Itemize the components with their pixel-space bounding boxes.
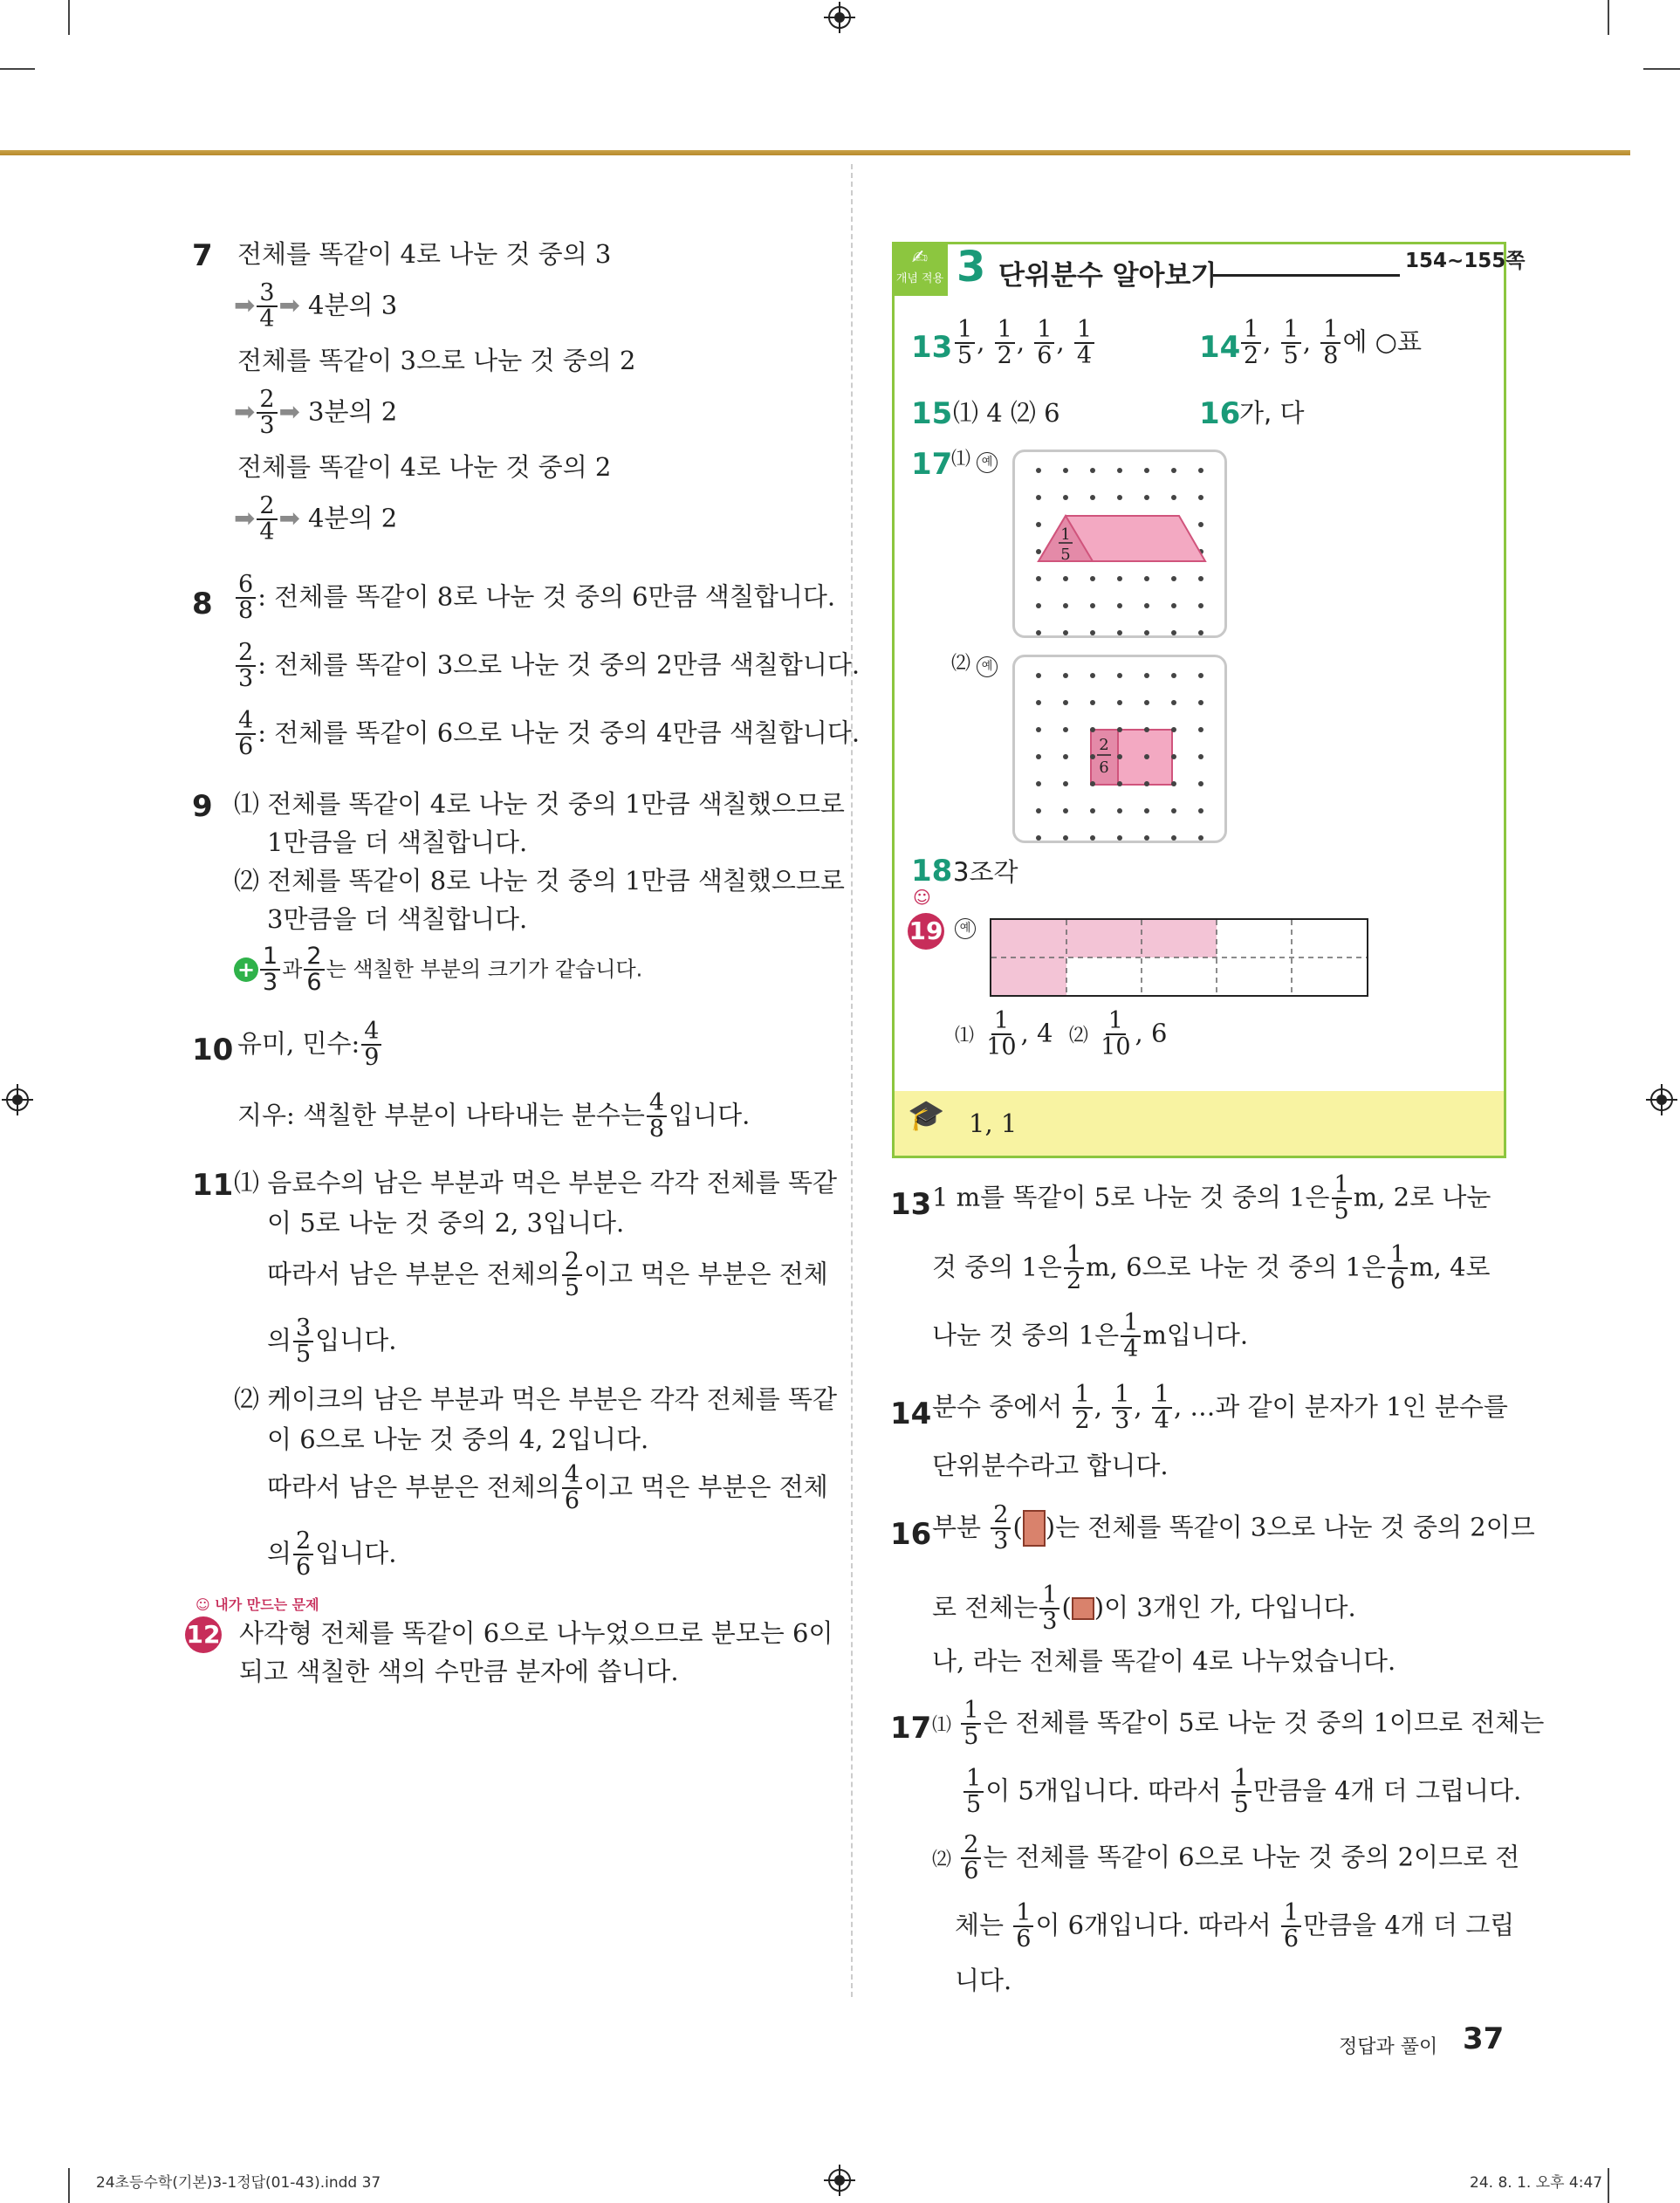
q10-line: 지우: 색칠한 부분이 나타내는 분수는 $\frac{4}{8}$ 입니다. xyxy=(237,1089,751,1143)
crop-mark xyxy=(1608,0,1609,35)
q12-line: 사각형 전체를 똑같이 6으로 나누었으므로 분모는 6이 xyxy=(239,1618,833,1648)
grid-dot xyxy=(1144,495,1149,500)
thinking-character-icon: 🎓 xyxy=(908,1098,945,1133)
r-q17-line: ⑴ $\frac{1}{5}$ 은 전체를 똑같이 5로 나눈 것 중의 1이므로 전체는 xyxy=(932,1697,1545,1751)
grid-dot xyxy=(1144,576,1149,581)
grid-dot xyxy=(1198,630,1203,635)
q16-answer: 가, 다 xyxy=(1239,398,1305,428)
grid-dot xyxy=(1063,808,1068,813)
grid-dot xyxy=(1198,495,1203,500)
grid-dot xyxy=(1063,495,1068,500)
svg-text:5: 5 xyxy=(1060,546,1071,564)
grid-dot xyxy=(1198,603,1203,608)
grid-dot xyxy=(1171,495,1176,500)
r-q17-line: 체는 $\frac{1}{6}$ 이 6개입니다. 따라서 $\frac{1}{6}$ 만큼을 4개 더 그립 xyxy=(955,1899,1515,1953)
q17-number: 17 xyxy=(911,447,953,482)
q15-number: 15 xyxy=(911,396,953,431)
q13-number: 13 xyxy=(911,330,953,365)
svg-text:2: 2 xyxy=(1099,736,1109,754)
q11-line: ⑴ 음료수의 남은 부분과 먹은 부분은 각각 전체를 똑같 xyxy=(234,1168,838,1198)
grid-dot xyxy=(1036,630,1041,635)
grid-dot xyxy=(1036,835,1041,841)
r-q17-line: $\frac{1}{5}$ 이 5개입니다. 따라서 $\frac{1}{5}$ 만큼을 4개 더 그립니다. xyxy=(962,1767,1521,1818)
r-q16-number: 16 xyxy=(890,1517,932,1552)
file-info: 24초등수학(기본)3-1정답(01-43).indd 37 xyxy=(96,2174,381,2192)
q8-number: 8 xyxy=(192,587,213,621)
r-q14-number: 14 xyxy=(890,1397,932,1431)
grid-dot xyxy=(1171,727,1176,732)
grid-dot xyxy=(1171,700,1176,705)
grid-dot xyxy=(1144,468,1149,473)
grid-dot xyxy=(1117,576,1122,581)
dot-grid-drawing xyxy=(1015,452,1224,635)
svg-text:1: 1 xyxy=(1060,525,1071,544)
grid-dot xyxy=(1117,727,1122,732)
grid-dot xyxy=(1198,754,1203,759)
q11-line: ⑵ 케이크의 남은 부분과 먹은 부분은 각각 전체를 똑같 xyxy=(234,1384,838,1414)
grid-dot xyxy=(1090,835,1095,841)
footer-label: 정답과 풀이 xyxy=(1339,2036,1438,2058)
section-title: 단위분수 알아보기 xyxy=(998,260,1217,292)
q19-number: 19 xyxy=(908,913,944,950)
grid-dot xyxy=(1171,754,1176,759)
grid-dot xyxy=(1036,673,1041,678)
grid-dot xyxy=(1063,835,1068,841)
grid-dot xyxy=(1090,781,1095,786)
grid-dot xyxy=(1036,700,1041,705)
q11-line: 이 5로 나눈 것 중의 2, 3입니다. xyxy=(267,1208,625,1238)
grid-dot xyxy=(1090,468,1095,473)
shape-icon xyxy=(1023,1510,1046,1547)
grid-dot xyxy=(1171,468,1176,473)
grid-dot xyxy=(1036,781,1041,786)
grid-dot xyxy=(1144,673,1149,678)
r-q17-line: ⑵ $\frac{2}{6}$ 는 전체를 똑같이 6으로 나눈 것 중의 2이므로 전 xyxy=(932,1831,1520,1885)
r-q17-line: 니다. xyxy=(955,1966,1012,1995)
grid-dot xyxy=(1198,835,1203,841)
q9-line: 1만큼을 더 색칠합니다. xyxy=(267,827,528,857)
q7-arrow-line: ➡ $\frac{2}{3}$ ➡ 3분의 2 xyxy=(234,386,398,440)
smile-icon: ☺ xyxy=(913,887,931,908)
crop-mark xyxy=(1643,68,1680,70)
r-q17-number: 17 xyxy=(890,1711,932,1746)
pencil-icon: ✍ xyxy=(911,247,929,269)
grid-dot xyxy=(1171,673,1176,678)
grid-dot xyxy=(1063,781,1068,786)
grid-dot xyxy=(1063,754,1068,759)
grid-dot xyxy=(1171,781,1176,786)
svg-text:6: 6 xyxy=(1099,758,1109,777)
section-tag: ✍ 개념 적용 xyxy=(892,242,948,296)
q12-line: 되고 색칠한 색의 수만큼 분자에 씁니다. xyxy=(239,1657,679,1686)
grid-dot xyxy=(1198,808,1203,813)
dot-grid-2 xyxy=(1012,655,1227,843)
grid-dot xyxy=(1198,781,1203,786)
crop-mark xyxy=(1608,2168,1609,2203)
grid-dot xyxy=(1063,727,1068,732)
q9-line: ⑴ 전체를 똑같이 4로 나눈 것 중의 1만큼 색칠했으므로 xyxy=(234,789,845,819)
print-date: 24. 8. 1. 오후 4:47 xyxy=(1470,2174,1603,2192)
r-q13-number: 13 xyxy=(890,1187,932,1222)
grid-dot xyxy=(1036,754,1041,759)
q11-line: 의 $\frac{2}{6}$ 입니다. xyxy=(267,1527,397,1582)
grid-dot xyxy=(1171,808,1176,813)
grid-dot xyxy=(1117,603,1122,608)
r-q13-line: 1 m를 똑같이 5로 나눈 것 중의 1은 $\frac{1}{5}$ m, 2로 나눈 xyxy=(932,1171,1491,1225)
q11-number: 11 xyxy=(192,1168,234,1203)
grid-dot xyxy=(1171,603,1176,608)
q15-answer: ⑴ 4 ⑵ 6 xyxy=(953,398,1060,428)
r-q13-line: 것 중의 1은 $\frac{1}{2}$ m, 6으로 나눈 것 중의 1은 $\frac{1}{6}$ m, 4로 xyxy=(932,1241,1491,1295)
q8-line: $\frac{4}{6}$ : 전체를 똑같이 6으로 나눈 것 중의 4만큼 색칠합니다. xyxy=(234,709,860,760)
grid-dot xyxy=(1171,576,1176,581)
q7-arrow-line: ➡ $\frac{3}{4}$ ➡ 4분의 3 xyxy=(234,279,398,333)
grid-dot xyxy=(1117,700,1122,705)
grid-dot xyxy=(1198,576,1203,581)
grid-dot xyxy=(1063,576,1068,581)
grid-dot xyxy=(1036,549,1041,554)
grid-dot xyxy=(1144,603,1149,608)
q7-line: 전체를 똑같이 4로 나눈 것 중의 3 xyxy=(237,239,612,269)
grid-dot xyxy=(1090,727,1095,732)
grid-dot xyxy=(1036,808,1041,813)
grid-dot xyxy=(1036,495,1041,500)
grid-dot xyxy=(1117,468,1122,473)
q18-number: 18 xyxy=(911,854,953,889)
q10-number: 10 xyxy=(192,1033,234,1067)
grid-dot xyxy=(1117,808,1122,813)
grid-dot xyxy=(1171,835,1176,841)
q9-number: 9 xyxy=(192,789,213,824)
registration-mark-icon xyxy=(824,2165,855,2196)
grid-dot xyxy=(1117,673,1122,678)
grid-dot xyxy=(1198,468,1203,473)
dot-grid-1 xyxy=(1012,450,1227,638)
grid-dot xyxy=(1117,630,1122,635)
q19-answers: ⑴ $\frac{1}{10}$ , 4 ⑵ $\frac{1}{10}$ , 6 xyxy=(955,1007,1168,1061)
grid-dot xyxy=(1063,700,1068,705)
q17-part2: ⑵ 예 xyxy=(951,653,998,677)
q8-line: $\frac{2}{3}$ : 전체를 똑같이 3으로 나눈 것 중의 2만큼 색칠합니다. xyxy=(234,641,860,692)
header-rule xyxy=(0,150,1630,155)
q10-line: 유미, 민수: $\frac{4}{9}$ xyxy=(237,1019,383,1071)
dot-grid-drawing xyxy=(1015,657,1224,841)
section-rule xyxy=(1213,274,1400,277)
grid-dot xyxy=(1198,700,1203,705)
grid-dot xyxy=(1144,700,1149,705)
q11-line: 이 6으로 나눈 것 중의 4, 2입니다. xyxy=(267,1424,649,1454)
grid-dot xyxy=(1144,754,1149,759)
grid-dot xyxy=(1090,754,1095,759)
grid-dot xyxy=(1144,808,1149,813)
section-number: 3 xyxy=(957,243,986,292)
grid-dot xyxy=(1063,468,1068,473)
grid-dot xyxy=(1090,603,1095,608)
example-mark: 예 xyxy=(955,918,976,939)
grid-dot xyxy=(1063,603,1068,608)
q7-line: 전체를 똑같이 3으로 나눈 것 중의 2 xyxy=(237,346,636,375)
grid-dot xyxy=(1063,673,1068,678)
r-q16-line: 부분 $\frac{2}{3}$ ( )는 전체를 똑같이 3으로 나눈 것 중의 2이므 xyxy=(932,1501,1535,1555)
column-divider xyxy=(851,164,853,1997)
q19-strip xyxy=(990,918,1368,997)
q14-answer: $\frac{1}{2}$ , $\frac{1}{5}$ , $\frac{1}{8}$ 에 ○표 xyxy=(1239,318,1422,369)
r-q14-line: 단위분수라고 합니다. xyxy=(932,1451,1169,1480)
q12-number: 12 xyxy=(185,1616,222,1653)
q7-number: 7 xyxy=(192,238,213,273)
q11-line: 의 $\frac{3}{5}$ 입니다. xyxy=(267,1314,397,1369)
r-q16-line: 나, 라는 전체를 똑같이 4로 나누었습니다. xyxy=(932,1646,1396,1676)
crop-mark xyxy=(68,2168,70,2203)
q19-strip-drawing xyxy=(991,920,1367,995)
grid-dot xyxy=(1117,495,1122,500)
grid-dot xyxy=(1090,576,1095,581)
grid-dot xyxy=(1036,522,1041,527)
r-q16-line: 로 전체는 $\frac{1}{3}$ ( )이 3개인 가, 다입니다. xyxy=(932,1582,1356,1636)
page-number: 37 xyxy=(1463,2021,1505,2056)
q8-line: $\frac{6}{8}$ : 전체를 똑같이 8로 나눈 것 중의 6만큼 색칠합니다. xyxy=(234,573,835,624)
grid-dot xyxy=(1090,673,1095,678)
grid-dot xyxy=(1036,603,1041,608)
grid-dot xyxy=(1117,754,1122,759)
q7-arrow-line: ➡ $\frac{2}{4}$ ➡ 4분의 2 xyxy=(234,492,398,546)
grid-dot xyxy=(1090,495,1095,500)
q11-line: 따라서 남은 부분은 전체의 $\frac{4}{6}$ 이고 먹은 부분은 전체 xyxy=(267,1461,828,1515)
crop-mark xyxy=(0,68,35,70)
registration-mark-icon xyxy=(824,2,855,33)
q12-tag: ☺ 내가 만드는 문제 xyxy=(195,1596,319,1613)
grid-dot xyxy=(1144,727,1149,732)
q16-number: 16 xyxy=(1199,396,1241,431)
registration-mark-icon xyxy=(2,1084,33,1115)
grid-dot xyxy=(1036,576,1041,581)
q11-line: 따라서 남은 부분은 전체의 $\frac{2}{5}$ 이고 먹은 부분은 전체 xyxy=(267,1248,828,1302)
grid-dot xyxy=(1171,630,1176,635)
crop-mark xyxy=(68,0,70,35)
grid-dot xyxy=(1090,808,1095,813)
q9-line: 3만큼을 더 색칠합니다. xyxy=(267,904,528,934)
grid-dot xyxy=(1144,835,1149,841)
q13-answer: $\frac{1}{5}$ , $\frac{1}{2}$ , $\frac{1}{6}$ , $\frac{1}{4}$ xyxy=(953,318,1096,369)
grid-dot xyxy=(1117,835,1122,841)
r-q14-line: 분수 중에서 $\frac{1}{2}$ , $\frac{1}{3}$ , $\frac{1}{4}$ , …과 같이 분자가 1인 분수를 xyxy=(932,1381,1508,1435)
plus-icon: + xyxy=(234,957,258,982)
shape-icon xyxy=(1072,1597,1094,1620)
r-q13-line: 나눈 것 중의 1은 $\frac{1}{4}$ m입니다. xyxy=(932,1309,1249,1363)
grid-dot xyxy=(1063,630,1068,635)
q14-number: 14 xyxy=(1199,330,1241,365)
q17-part1: ⑴ 예 xyxy=(951,449,998,473)
grid-dot xyxy=(1036,468,1041,473)
registration-mark-icon xyxy=(1646,1084,1677,1115)
q7-line: 전체를 똑같이 4로 나눈 것 중의 2 xyxy=(237,452,612,482)
grid-dot xyxy=(1036,727,1041,732)
grid-dot xyxy=(1090,700,1095,705)
grid-dot xyxy=(1198,522,1203,527)
grid-dot xyxy=(1117,781,1122,786)
grid-dot xyxy=(1144,630,1149,635)
page-range: 154~155쪽 xyxy=(1405,250,1526,272)
grid-dot xyxy=(1144,781,1149,786)
q9-line: ⑵ 전체를 똑같이 8로 나눈 것 중의 1만큼 색칠했으므로 xyxy=(234,866,845,896)
grid-dot xyxy=(1090,630,1095,635)
yellow-answer: 1, 1 xyxy=(969,1108,1018,1138)
q18-answer: 3조각 xyxy=(953,857,1018,887)
grid-dot xyxy=(1198,727,1203,732)
grid-dot xyxy=(1198,673,1203,678)
q9-tip: + $\frac{1}{3}$ 과 $\frac{2}{6}$ 는 색칠한 부분의 크기가 같습니다. xyxy=(234,944,642,996)
